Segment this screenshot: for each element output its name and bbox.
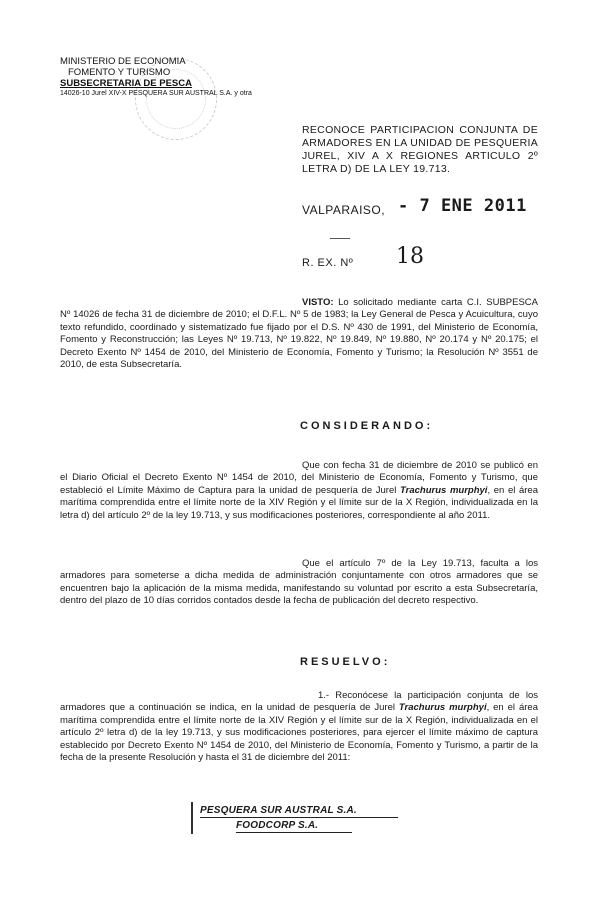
- resuelvo-heading: RESUELVO:: [300, 656, 391, 668]
- visto-paragraph: [60, 297, 538, 371]
- species-name: Trachurus murphyi: [400, 484, 488, 496]
- divider-mark: [330, 238, 350, 239]
- resuelvo-paragraph-1: [60, 690, 538, 764]
- resolution-number: 18: [396, 244, 424, 269]
- considerando-paragraph-1: [60, 460, 538, 522]
- date-stamp: - 7 ENE 2011: [398, 196, 527, 216]
- letterhead: [60, 56, 290, 98]
- considerando-heading: CONSIDERANDO:: [300, 420, 434, 432]
- species-name: Trachurus murphyi: [398, 702, 487, 714]
- resuelvo-p1-text: los armadores que a continuación se indica, en la unidad de pesquería de Jurel: [60, 690, 538, 714]
- list-bracket: [191, 802, 193, 834]
- ministry-name: MINISTERIO DE ECONOMIA: [60, 56, 186, 67]
- place: VALPARAISO,: [302, 203, 386, 217]
- ministry-name-line2: FOMENTO Y TURISMO: [68, 67, 171, 78]
- armador-item: PESQUERA SUR AUSTRAL S.A.: [200, 804, 398, 818]
- resuelvo-p1-text-end: , en el área marítima comprendida entre el límite norte de la XIV Región y el límite sur de la X Región, individualizada en el artículo 2º letra d) de la ley 19.713, y sus modificaciones posteriores, para ejercer el límite máximo de captura establecido por Decreto Exento Nº 1454 de 2010, del Ministerio de Economía, Fomento y Turismo, a partir de la fecha de la presente Resolución y hasta el 31 de diciembre del 2011:: [60, 702, 538, 764]
- considerando-p1-text: Que con fecha 31 de diciembre de 2010 se publicó en el Diario Oficial el Decreto Exento Nº 1454 de 2010, del Ministerio de Economía, Fomento y Turismo, que estableció el Límite Máximo de Captura para la unidad de pesquería de Jurel: [60, 460, 538, 496]
- considerando-p1-text-end: , en el área marítima comprendida entre el límite norte de la XIV Región y el límite sur de la X Región, individualizada en la letra d) del artículo 2º de la ley 19.713, y sus modificaciones posteriores, correspondiente al año 2011.: [60, 484, 538, 521]
- visto-text: Lo solicitado mediante carta C.I. SUBPESCA Nº 14026 de fecha 31 de diciembre de 2010; el D.F.L. Nº 5 de 1983; la Ley General de Pesca y Acuicultura, cuyo texto refundido, coordinado y sistematizado fue fijado por el D.S. Nº 430 de 1991, del Ministerio de Economía, Fomento y Reconstrucción; las Leyes Nº 19.713, Nº 19.822, Nº 19.849, Nº 19.880, Nº 20.174 y Nº 20.175; el Decreto Exento Nº 1454 de 2010, del Ministerio de Economía, Fomento y Turismo; la Resolución Nº 3551 de 2010, de esta Subsecretaría.: [60, 297, 538, 371]
- visto-label: VISTO:: [302, 297, 334, 308]
- resuelvo-lead: 1.- Reconócese la participación conjunta de: [318, 690, 520, 701]
- resolution-subject: RECONOCE PARTICIPACION CONJUNTA DE ARMADORES EN LA UNIDAD DE PESQUERIA JUREL, XIV A X REGIONES ARTICULO 2º LETRA D) DE LA LEY 19.713.: [302, 124, 538, 175]
- armador-item: FOODCORP S.A.: [236, 819, 352, 833]
- file-reference: 14026-10 Jurel XIV-X PESQUERA SUR AUSTRAL S.A. y otra: [60, 90, 252, 97]
- subsecretaria-name: SUBSECRETARIA DE PESCA: [60, 78, 192, 89]
- considerando-paragraph-2: Que el artículo 7º de la Ley 19.713, faculta a los armadores para someterse a dicha medida de administración conjuntamente con otros armadores que se encuentren bajo la aplicación de la misma medida, manifestando su voluntad por escrito a esta Subsecretaría, dentro del plazo de 10 días corridos contados desde la fecha de publicación del decreto respectivo.: [60, 558, 538, 607]
- resolution-label: R. EX. Nº: [302, 257, 354, 269]
